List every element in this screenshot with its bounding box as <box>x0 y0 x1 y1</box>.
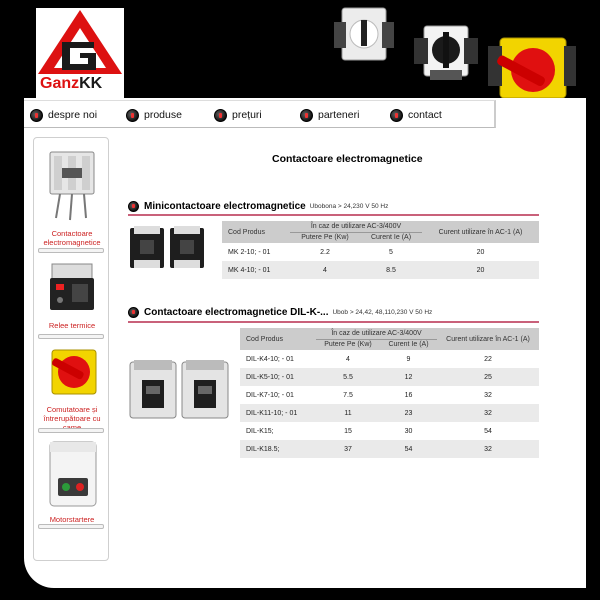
nav-item-contact[interactable] <box>390 107 442 123</box>
cell-cod: DIL-K18.5; <box>240 440 316 458</box>
cell-putere: 37 <box>316 440 380 458</box>
sidebar-item-label: Comutatoare și întrerupătoare cu <box>43 405 101 423</box>
nav-bullet-icon <box>300 109 313 122</box>
cell-cod: DIL-K7-10; - 01 <box>240 386 316 404</box>
nav-label: prețuri <box>232 109 262 121</box>
col-header-group: În caz de utilizare AC-3/400V <box>290 221 422 232</box>
sidebar-item-relee-termice[interactable] <box>34 260 110 330</box>
sidebar-divider <box>38 428 104 433</box>
logo-suffix: KK <box>79 75 103 92</box>
cell-putere: 11 <box>316 404 380 422</box>
col-header-ac1: Curent utilizare în AC-1 (A) <box>422 221 539 243</box>
nav-item-despre-noi[interactable] <box>30 107 97 123</box>
cell-ac1: 54 <box>437 422 539 440</box>
cell-putere: 7.5 <box>316 386 380 404</box>
logo-mark-icon <box>36 8 124 78</box>
nav-bullet-icon <box>214 109 227 122</box>
sidebar <box>33 137 109 561</box>
cell-ac1: 32 <box>437 440 539 458</box>
section-subtitle: Ubob > 24,42, 48,110,230 V 50 Hz <box>332 308 433 316</box>
section-title: Contactoare electromagnetice DIL-K-... <box>144 306 329 318</box>
nav-label: parteneri <box>318 109 360 121</box>
header <box>0 0 600 100</box>
cell-cod: MK 4-10; - 01 <box>222 261 290 279</box>
nav-bullet-icon <box>30 109 43 122</box>
nav-item-parteneri[interactable] <box>300 107 359 123</box>
sidebar-item-motorstartere[interactable] <box>34 438 110 524</box>
nav-bullet-icon <box>126 109 139 122</box>
col-header-putere: Putere Pe (Kw) <box>290 232 360 243</box>
section-bullet-icon <box>128 307 139 318</box>
cell-curent: 16 <box>380 386 437 404</box>
cell-curent: 23 <box>380 404 437 422</box>
table-row <box>222 243 539 261</box>
cell-curent: 9 <box>380 350 437 368</box>
cell-putere: 4 <box>316 350 380 368</box>
sidebar-item-label: Relee termice <box>48 321 96 330</box>
cell-curent: 5 <box>360 243 422 261</box>
logo-text <box>40 75 102 93</box>
cell-cod: DIL-K15; <box>240 422 316 440</box>
col-header-putere: Putere Pe (Kw) <box>316 339 380 350</box>
relay-product-image <box>42 260 102 316</box>
contactor-product-image <box>42 148 102 224</box>
cell-cod: DIL-K4-10; - 01 <box>240 350 316 368</box>
col-header-curent: Curent Ie (A) <box>380 339 437 350</box>
table-row <box>240 440 539 458</box>
cell-curent: 54 <box>380 440 437 458</box>
section-header-mini <box>128 199 388 213</box>
sidebar-item-label: Motorstartere <box>49 515 95 524</box>
nav-label: contact <box>408 109 442 121</box>
header-switch-black-image <box>410 20 480 90</box>
cell-curent: 30 <box>380 422 437 440</box>
sidebar-item-comutatoare[interactable] <box>34 344 110 432</box>
mini-contactor-image <box>128 224 206 272</box>
cell-ac1: 32 <box>437 404 539 422</box>
cell-putere: 2.2 <box>290 243 360 261</box>
cell-cod: DIL-K11-10; - 01 <box>240 404 316 422</box>
nav-bullet-icon <box>390 109 403 122</box>
col-header-cod: Cod Produs <box>240 328 316 350</box>
header-switch-white-image <box>328 2 398 72</box>
table-row <box>240 386 539 404</box>
cell-ac1: 22 <box>437 350 539 368</box>
section-divider <box>128 321 539 323</box>
nav-label: produse <box>144 109 182 121</box>
cell-ac1: 20 <box>422 261 539 279</box>
sidebar-divider <box>38 524 104 529</box>
cam-switch-product-image <box>42 344 102 400</box>
page-title: Contactoare electromagnetice <box>272 153 423 165</box>
nav-label: despre noi <box>48 109 98 121</box>
sidebar-divider <box>38 334 104 339</box>
cell-putere: 5.5 <box>316 368 380 386</box>
col-header-curent: Curent Ie (A) <box>360 232 422 243</box>
spec-table-mini <box>222 221 539 279</box>
cell-ac1: 25 <box>437 368 539 386</box>
logo-prefix: Ganz <box>40 75 80 92</box>
section-divider <box>128 214 539 216</box>
section-title: Minicontactoare electromagnetice <box>144 200 306 212</box>
logo[interactable] <box>36 8 124 98</box>
col-header-cod: Cod Produs <box>222 221 290 243</box>
table-row <box>240 404 539 422</box>
dilk-contactor-image <box>128 358 232 422</box>
cell-ac1: 20 <box>422 243 539 261</box>
nav-item-preturi[interactable] <box>214 107 262 123</box>
cell-putere: 15 <box>316 422 380 440</box>
main-nav <box>24 100 496 128</box>
table-row <box>222 261 539 279</box>
nav-item-produse[interactable] <box>126 107 182 123</box>
cell-ac1: 32 <box>437 386 539 404</box>
section-bullet-icon <box>128 201 139 212</box>
cell-curent: 12 <box>380 368 437 386</box>
sidebar-item-label: Contactoare electromagnetice <box>43 229 101 247</box>
table-row <box>240 368 539 386</box>
col-header-group: În caz de utilizare AC-3/400V <box>316 328 437 339</box>
section-subtitle: Ubobona > 24,230 V 50 Hz <box>309 202 389 210</box>
spec-table-dilk <box>240 328 539 458</box>
table-row <box>240 422 539 440</box>
table-row <box>240 350 539 368</box>
cell-cod: MK 2-10; - 01 <box>222 243 290 261</box>
motor-starter-product-image <box>42 438 102 510</box>
sidebar-divider <box>38 248 104 253</box>
cell-curent: 8.5 <box>360 261 422 279</box>
cell-putere: 4 <box>290 261 360 279</box>
sidebar-item-contactoare[interactable] <box>34 148 110 247</box>
cell-cod: DIL-K5-10; - 01 <box>240 368 316 386</box>
col-header-ac1: Curent utilizare în AC-1 (A) <box>437 328 539 350</box>
section-header-dilk <box>128 305 432 319</box>
